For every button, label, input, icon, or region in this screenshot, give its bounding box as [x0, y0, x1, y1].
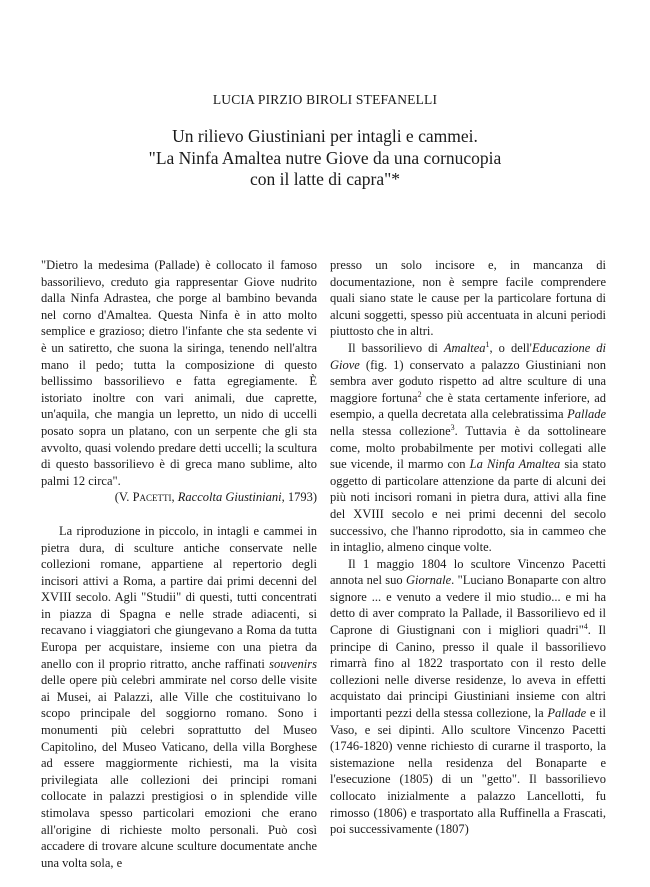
footnote-ref-3: 3 [450, 422, 455, 432]
cite-work: Raccolta Giustiniani [177, 490, 282, 505]
paragraph-text: , o dell' [489, 340, 532, 355]
paragraph-text: che è stata certamente inferiore, ad esempio, a quella decretata alla celebratissima [330, 390, 606, 422]
paragraph-text: nella stessa collezione [330, 423, 451, 438]
paragraph-text: . "Luciano Bonaparte con altro signore ... e venuto a vedere il mio studio... e mi ha detto di aver comprato la Pallade, il Bassorilievo ed il Caprone di Giustignani con i migliori quadri" [330, 573, 606, 638]
paragraph-italic: Amaltea [443, 340, 486, 355]
paragraph-text: sia stato oggetto di particolare attenzione da parte di alcuni dei più noti incisori romani in pietra dura, attivi alla fine del XVIII secolo e nei primi decenni del secolo successivo, che l'hanno riprodotto, sia in cammeo che in intaglio, almeno cinque volte. [330, 457, 607, 555]
paragraph-italic: souvenirs [269, 656, 317, 671]
paragraph-text: Il 1 maggio 1804 lo scultore Vincenzo Pacetti annota nel suo [330, 556, 606, 588]
paragraph-text: . Il principe di Canino, presso il quale il bassorilievo rimarrà fino al 1822 trasportato con il resto delle collezioni nelle diverse residenze, lo aveva in effetti acquistato dai principi Giustiniani insieme con altri importanti pezzi della stessa collezione, la [330, 623, 606, 721]
paragraph-text: delle opere più celebri ammirate nel corso delle visite ai Musei, ai Palazzi, alle Ville che costituivano lo scopo principale del soggiorno romano. Sono i monumenti più celebri soprattutto del Museo Capitolino, del Museo Vaticano, della villa Borghese ad essere maggiormente richiesti, ma la visita privilegiata alle collezioni dei principi romani collocate in palazzi prestigiosi o in splendide ville stimolava spesso particolari emozioni che erano all'origine di richieste molto personali. Può così accadere di trovare alcune sculture documentate anche una volta sola, e [41, 673, 317, 870]
body-paragraph-3 [330, 556, 606, 838]
epigraph-citation [41, 489, 317, 506]
body-paragraph-2 [330, 340, 606, 556]
cite-year: , 1793) [281, 490, 317, 505]
paragraph-italic: La Ninfa Amaltea [469, 457, 561, 472]
left-column [41, 257, 317, 871]
article-author: LUCIA PIRZIO BIROLI STEFANELLI [212, 92, 438, 107]
paragraph-italic: Giornale [405, 573, 452, 588]
epigraph-quote: "Dietro la medesima (Pallade) è collocato il famoso bassorilievo, creduto gia rappresentar Giove nudrito dalla Ninfa Adrastea, che porge al bambino bevanda nel corno d'Amaltea. Questa Ninfa è in atto molto semplice e grazioso; dietro l'infante che sta sedente vi è un satiretto, che suona la siringa, tenendo nell'altra mano il pedo; tutta la composizione di questo bellissimo bassorilievo e fatta egregiamente. È istoriato inoltre con vari animali, due caprette, un'aquila, che mangia un lepretto, un nido di uccelli posato sopra un platano, con un serpente che gli sta avvolto, quasi volendo predare detti uccelli; la scultura di questo bassorilievo è di greca mano sublime, alto palmi 12 circa". [41, 258, 317, 488]
article-title [0, 126, 650, 191]
title-line-3: con il latte di capra"* [250, 169, 400, 189]
footnote-ref-1: 1 [485, 339, 490, 349]
title-line-2: "La Ninfa Amaltea nutre Giove da una cornucopia [148, 147, 502, 168]
cite-author: Pacetti [132, 490, 172, 505]
body-paragraph-1 [41, 523, 317, 871]
paragraph-italic: Pallade [567, 407, 606, 422]
cite-sep: , [171, 490, 178, 505]
paragraph-text: . Tuttavia è da sottolineare come, molto probabilmente per motivi collegati alle sue vicende, il marmo con [330, 423, 606, 472]
paragraph-text: e il Vaso, e sei dipinti. Allo scultore Vincenzo Pacetti (1746-1820) venne richiesto di curarne il trasporto, la sistemazione nella residenza del Bonaparte e l'esecuzione (1805) di un "getto". Il bassorilievo collocato inizialmente a palazzo Lancellotti, fu rimosso (1806) e trasportato alla Ruffinella a Frascati, poi successivamente (1807) [330, 706, 606, 837]
paragraph-text: Il bassorilievo di [348, 340, 444, 355]
paragraph-text: (fig. 1) conservato a palazzo Giustiniani non sembra aver goduto rispetto ad altre sculture di una maggiore fortuna [330, 357, 606, 405]
cite-open: (V. [114, 490, 133, 505]
right-column [330, 257, 606, 838]
footnote-ref-4: 4 [583, 621, 588, 631]
paragraph-italic: Pallade [547, 706, 587, 721]
body-paragraph-continued: presso un solo incisore e, in mancanza di documentazione, non è sempre facile comprendere quali siano state le cause per la particolare fortuna di alcuni soggetti, spesso più accentuata in alcuni periodi piuttosto che in altri. [330, 258, 606, 339]
title-line-1: Un rilievo Giustiniani per intagli e cammei. [172, 126, 478, 146]
paragraph-italic: Educazione di Giove [330, 340, 607, 372]
footnote-ref-2: 2 [417, 389, 422, 399]
paragraph-text: La riproduzione in piccolo, in intagli e cammei in pietra dura, di sculture antiche conservate nelle collezioni romane, appartiene al repertorio degli incisori attivi a Roma, a partire dai primi decenni del XVIII secolo. Agli "Studii" di questi, tutti concentrati in piazza di Spagna e nelle strade adiacenti, si recavano i viaggiatori che giungevano a Roma da tutta Europa per acquistare, insieme con una pietra da anello con il proprio ritratto, anche raffinati [41, 523, 317, 671]
